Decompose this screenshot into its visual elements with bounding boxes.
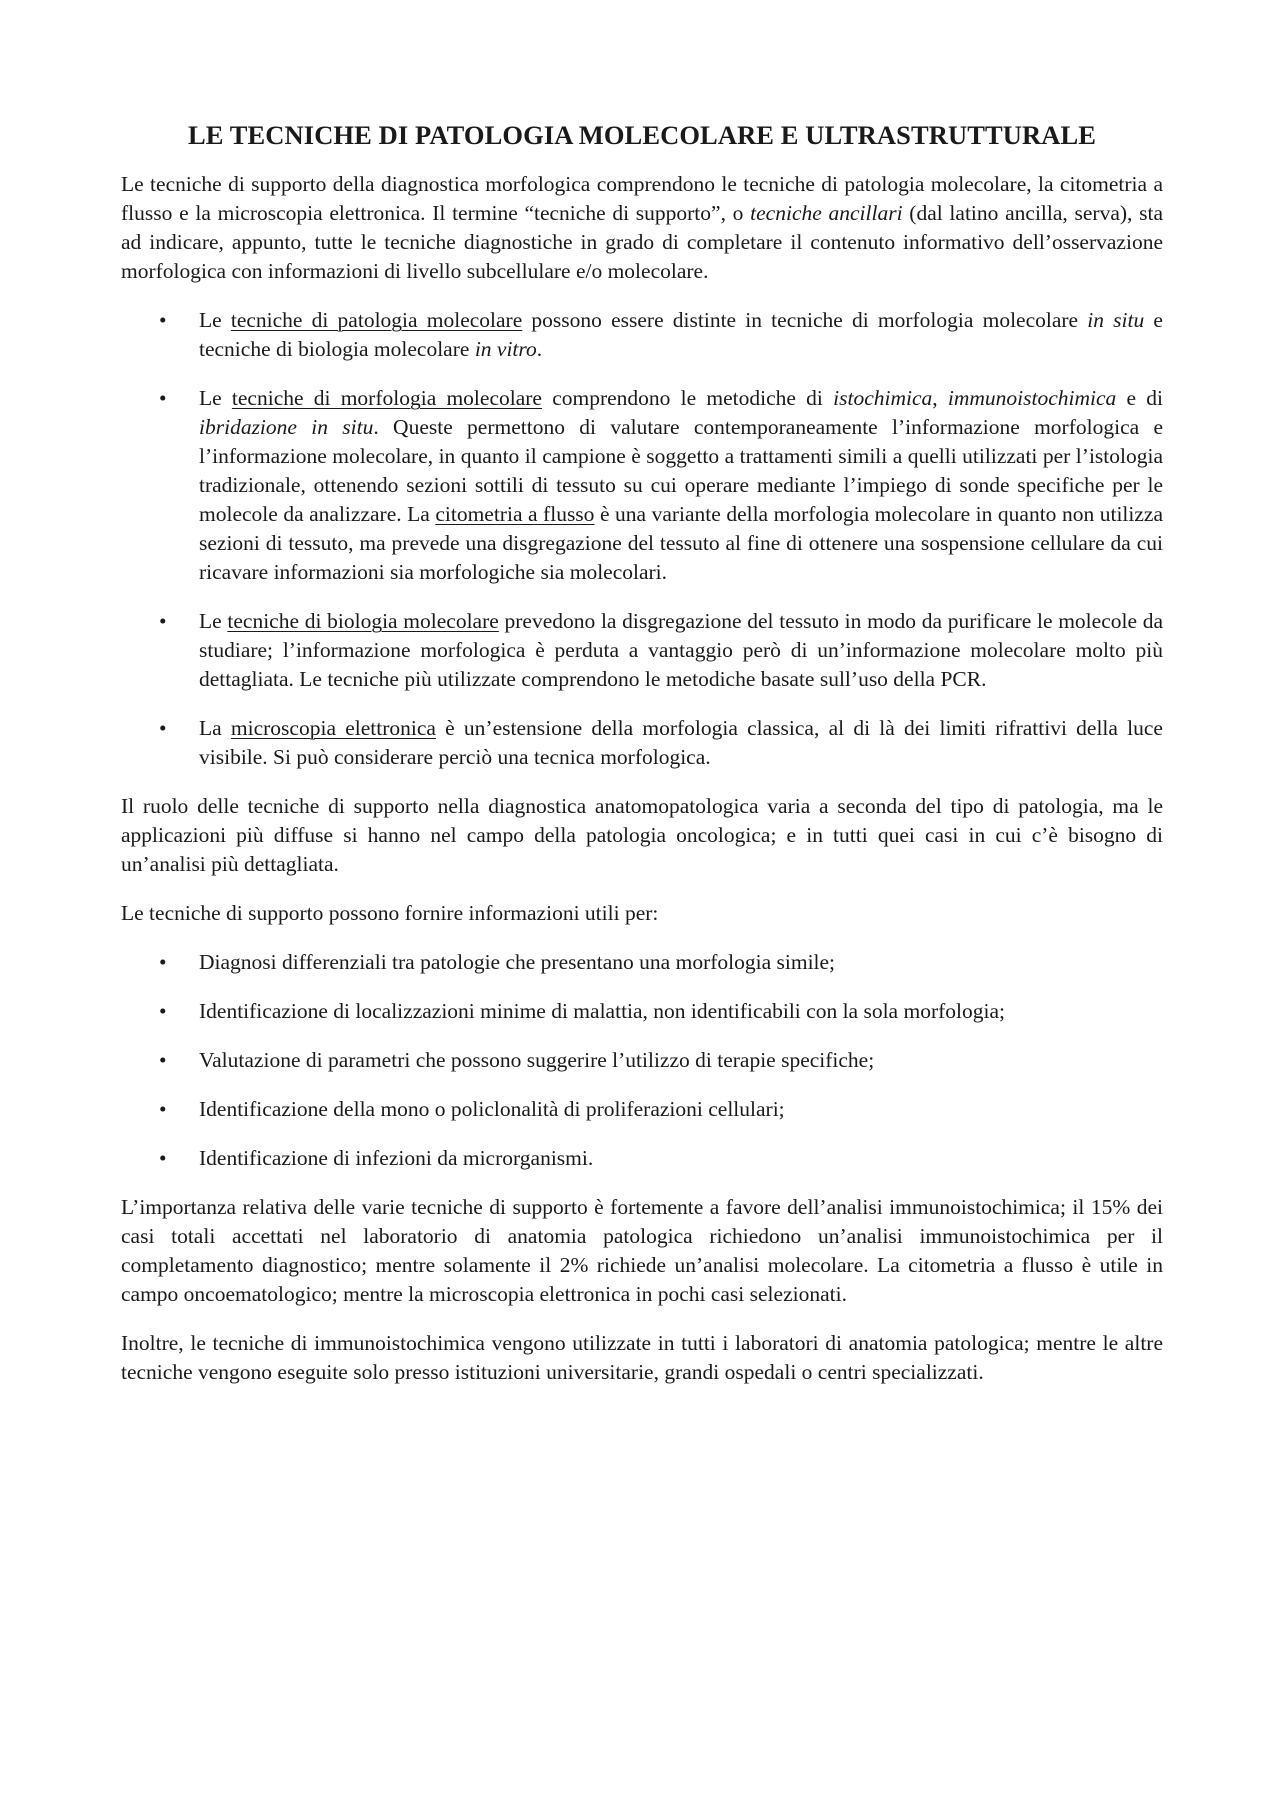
intro-text-2: (dal latino ancilla, serva), sta ad indicare, appunto, tutte le tecniche diagnostiche in grado di completare il contenuto informativo dell’osservazione morfologica con informazioni di livello subcellulare e/o molecolare. (121, 201, 1164, 283)
paragraph-importanza: L’importanza relativa delle varie tecniche di supporto è fortemente a favore dell’analisi immunoistochimica; il 15% dei casi totali accettati nel laboratorio di anatomia patologica richiedono un’analisi immunoistochimica per il completamento diagnostico; mentre solamente il 2% richiede un’analisi molecolare. La citometria a flusso è utile in campo oncoematologico; mentre la microscopia elettronica in pochi casi selezionati. (121, 1195, 1163, 1306)
list-item (121, 1144, 1163, 1173)
list-item-text: Identificazione di infezioni da microrganismi. (199, 1146, 594, 1170)
paragraph-ruolo: Il ruolo delle tecniche di supporto nella diagnostica anatomopatologica varia a seconda del tipo di patologia, ma le applicazioni più diffuse si hanno nel campo della patologia oncologica; e in tutti quei casi in cui c’è bisogno di un’analisi più dettagliata. (121, 794, 1163, 876)
document-body (121, 118, 1163, 1407)
document-title: LE TECNICHE DI PATOLOGIA MOLECOLARE E ULTRASTRUTTURALE (187, 120, 1097, 150)
text-run: prevedono la disgregazione del tessuto in modo da purificare le molecole da studiare; l’informazione morfologica è perduta a vantaggio però di un’informazione molecolare molto più dettagliata. Le tecniche più utilizzate comprendono le metodiche basate sull’uso della PCR. (199, 609, 1163, 691)
intro-text-1: Le tecniche di supporto della diagnostica morfologica comprendono le tecniche di patologia molecolare, la citometria a flusso e la microscopia elettronica. Il termine “tecniche di supporto”, o (121, 172, 1163, 225)
italic-term: immunoistochimica (947, 386, 1117, 410)
underlined-term: tecniche di morfologia molecolare (231, 386, 542, 410)
list-item (121, 1095, 1163, 1124)
intro-paragraph (121, 170, 1163, 286)
list-item (121, 948, 1163, 977)
text-run: e di (1116, 386, 1163, 410)
intro-italic-term: tecniche ancillari (750, 201, 903, 225)
text-run: Le (199, 308, 231, 332)
text-run: è un’estensione della morfologia classica, al di là dei limiti rifrattivi della luce visibile. Si può considerare perciò una tecnica morfologica. (199, 716, 1163, 769)
bullet-icon: • (159, 1097, 167, 1121)
bullet-icon: • (159, 1146, 167, 1170)
list-item-text: Diagnosi differenziali tra patologie che presentano una morfologia simile; (199, 950, 836, 974)
text-run: Le (199, 386, 232, 410)
italic-term: in vitro (474, 337, 537, 361)
list-item-biologia-molecolare (121, 607, 1163, 694)
list-item-morfologia-molecolare (121, 384, 1163, 587)
list-item-text: Identificazione di localizzazioni minime di malattia, non identificabili con la sola morfologia; (199, 999, 1005, 1023)
text-run: . Queste permettono di valutare contemporaneamente l’informazione morfologica e l’informazione molecolare, in quanto il campione è soggetto a trattamenti simili a quelli utilizzati per l’istologia tradizionale, ottenendo sezioni sottili di tessuto su cui operare mediante l’impiego di sonde specifiche per le molecole da analizzare. La (199, 415, 1164, 526)
bullet-icon: • (159, 950, 167, 974)
bullet-icon: • (159, 999, 167, 1023)
italic-term: in situ (1087, 308, 1145, 332)
bullet-icon: • (159, 609, 167, 633)
list-item-text: Valutazione di parametri che possono suggerire l’utilizzo di terapie specifiche; (199, 1048, 875, 1072)
text-run: Le (199, 609, 228, 633)
uses-list (121, 948, 1163, 1173)
bullet-icon: • (159, 308, 167, 332)
underlined-term: microscopia elettronica (230, 716, 436, 740)
text-run: è una variante della morfologia molecolare in quanto non utilizza sezioni di tessuto, ma prevede una disgregazione del tessuto al fine di ottenere una sospensione cellulare da cui ricavare informazioni sia morfologiche sia molecolari. (199, 502, 1163, 584)
list-item-patologia-molecolare (121, 306, 1163, 364)
text-run: , (932, 386, 948, 410)
text-run: possono essere distinte in tecniche di morfologia molecolare (522, 308, 1088, 332)
techniques-list (121, 306, 1163, 772)
underlined-term: tecniche di patologia molecolare (230, 308, 523, 332)
paragraph-inoltre: Inoltre, le tecniche di immunoistochimica vengono utilizzate in tutti i laboratori di anatomia patologica; mentre le altre tecniche vengono eseguite solo presso istituzioni universitarie, grandi ospedali o centri specializzati. (121, 1331, 1163, 1384)
paragraph-informazioni-utili: Le tecniche di supporto possono fornire informazioni utili per: (121, 901, 659, 925)
text-run: comprendono le metodiche di (541, 386, 834, 410)
underlined-term: citometria a flusso (435, 502, 595, 526)
list-item-text: Identificazione della mono o policlonalità di proliferazioni cellulari; (199, 1097, 785, 1121)
text-run: e tecniche di biologia molecolare (199, 308, 1163, 361)
list-item (121, 1046, 1163, 1075)
italic-term: ibridazione in situ (199, 415, 374, 439)
italic-term: istochimica (833, 386, 933, 410)
bullet-icon: • (159, 716, 167, 740)
underlined-term: tecniche di biologia molecolare (227, 609, 499, 633)
text-run: . (536, 337, 543, 361)
list-item (121, 997, 1163, 1026)
text-run: La (199, 716, 231, 740)
bullet-icon: • (159, 386, 167, 410)
bullet-icon: • (159, 1048, 167, 1072)
list-item-microscopia-elettronica (121, 714, 1163, 772)
